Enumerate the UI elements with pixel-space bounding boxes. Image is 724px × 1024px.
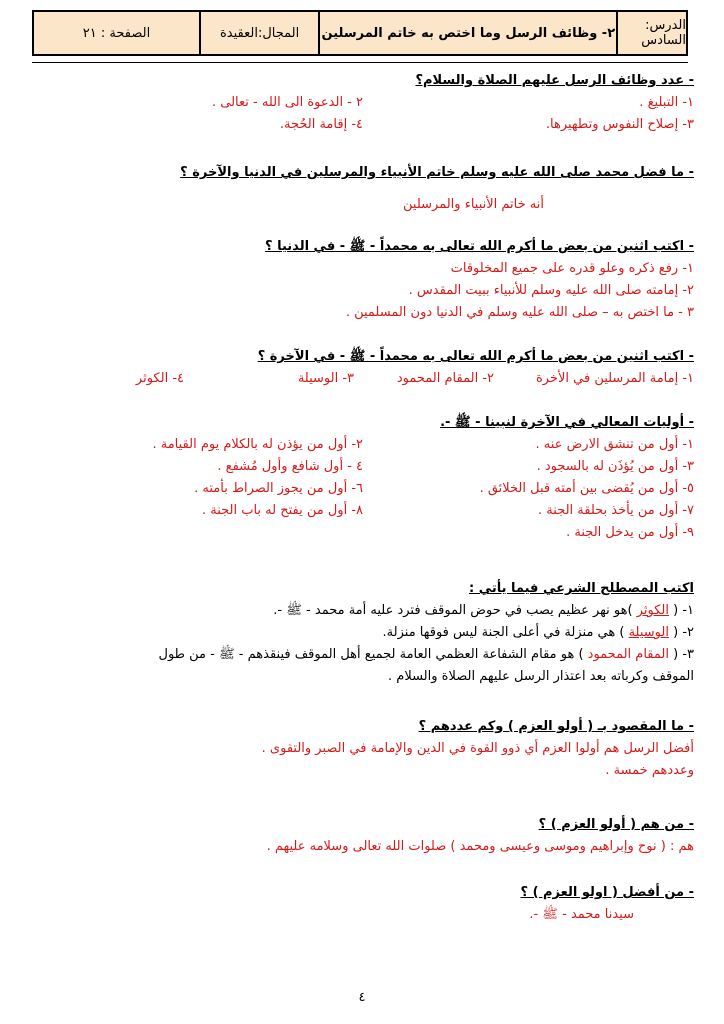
question-honors-world: - اكتب اثنين من بعض ما أكرم الله تعالى به محمداً - ﷺ - في الدنيا ؟: [265, 239, 694, 254]
section-ulul-azm-best: [32, 882, 694, 926]
question-terms: اكتب المصطلح الشرعي فيما يأتي :: [468, 581, 694, 596]
answer-item: ٩- أول من يدخل الجنة .: [566, 525, 694, 540]
term-item: [32, 600, 694, 622]
answer-item: هم : ( نوح وإبراهيم وموسى وعيسى ومحمد ) صلوات الله تعالى وسلامه عليهم .: [266, 839, 694, 854]
section-ulul-azm-meaning: [32, 716, 694, 782]
term-definition: ) هو مقام الشفاعة العظمي العامة لجميع أهل الموقف فينقذهم - ﷺ - من طول: [158, 647, 584, 662]
question-ulul-azm-best: - من أفضل ( اولو العزم ) ؟: [520, 885, 694, 900]
question-ulul-azm-meaning: - ما المقصود بـ ( أولو العزم ) وكم عددهم ؟: [418, 719, 694, 734]
answer-item: ٣ - ما اختص به – صلى الله عليه وسلم في الدنيا دون المسلمين .: [345, 305, 694, 320]
answer-virtue: أنه خاتم الأنبياء والمرسلين: [403, 197, 544, 212]
question-virtue: - ما فضل محمد صلى الله عليه وسلم خاتم الأنبياء والمرسلين في الدنيا والآخرة ؟: [180, 165, 694, 180]
answer-item: أفضل الرسل هم أولوا العزم أي ذوو القوة في الدين والإمامة في الصبر والتقوى .: [261, 741, 694, 756]
term-definition: )هو نهر عظيم يصب في حوض الموقف فترد عليه أمة محمد - ﷺ -.: [273, 603, 633, 618]
question-ulul-azm-who: - من هم ( أولو العزم ) ؟: [538, 817, 694, 832]
term-prefix: ٢- (: [673, 625, 694, 640]
header-rule: [32, 62, 688, 63]
answer-item: سيدنا محمد - ﷺ -.: [529, 907, 634, 922]
page-number: ٤: [358, 990, 366, 1005]
section-virtue: [32, 162, 694, 216]
section-ulul-azm-who: [32, 814, 694, 858]
section-duties: [32, 70, 694, 136]
page-cell: [34, 12, 199, 54]
answer-item: ٤- الكوثر: [135, 371, 184, 386]
title-cell: [318, 12, 616, 54]
term-item: [32, 644, 694, 666]
answer-item: ٤- إقامة الحُجة.: [279, 117, 363, 132]
lesson-title: ٢- وظائف الرسل وما اختص به خاتم المرسلين: [321, 25, 616, 41]
answer-item: ٧- أول من يأخذ بحلقة الجنة .: [538, 503, 694, 518]
term-definition-cont: الموقف وكرباته بعد اعتذار الرسل عليهم الصلاة والسلام .: [388, 669, 694, 684]
answer-item: ١- التبليغ .: [639, 95, 694, 110]
lesson-label: الدرس: السادس: [641, 18, 686, 48]
term-answer: المقام المحمود: [587, 647, 669, 662]
term-prefix: ١- (: [673, 603, 694, 618]
answer-item: ٣- أول من يُؤذَن له بالسجود .: [536, 459, 694, 474]
answer-item: ١- رفع ذكره وعلو قدره على جميع المخلوقات: [450, 261, 694, 276]
answer-item: ٣- إصلاح النفوس وتطهيرها.: [545, 117, 694, 132]
section-honors-hereafter: [32, 346, 694, 390]
section-firsts: [32, 412, 694, 544]
answer-item: ٤ - أول شافع وأول مُشفع .: [217, 459, 363, 474]
section-terms: [32, 578, 694, 688]
question-duties: - عدد وظائف الرسل عليهم الصلاة والسلام؟: [415, 73, 694, 88]
answer-item: ٣- الوسيلة: [297, 371, 354, 386]
question-firsts: - أوليات المعالي في الآخرة لنبينا - ﷺ -.: [440, 415, 694, 430]
answer-item: ١- إمامة المرسلين في الأخرة: [535, 371, 694, 386]
answer-item: ٢ - الدعوة الى الله - تعالى .: [211, 95, 363, 110]
answer-item: ٨- أول من يفتح له باب الجنة .: [201, 503, 363, 518]
field-cell: [199, 12, 318, 54]
lesson-cell: [616, 12, 686, 54]
answer-item: ٢- أول من يؤذن له بالكلام يوم القيامة .: [152, 437, 363, 452]
answer-item: وعددهم خمسة .: [605, 763, 694, 778]
lesson-header: [32, 10, 688, 56]
section-honors-world: [32, 236, 694, 324]
question-honors-hereafter: - اكتب اثنين من بعض ما أكرم الله تعالى به محمداً - ﷺ - في الآخرة ؟: [257, 349, 694, 364]
term-prefix: ٣- (: [673, 647, 694, 662]
answer-item: ٢- المقام المحمود: [396, 371, 494, 386]
answer-item: ١- أول من تنشق الارض عنه .: [535, 437, 694, 452]
page-label: الصفحة : ٢١: [82, 25, 151, 41]
term-item: [32, 622, 694, 644]
field-label: المجال:العقيدة: [219, 25, 300, 41]
term-answer: الوسيلة: [628, 625, 669, 640]
term-definition: ) هي منزلة في أعلى الجنة ليس فوقها منزلة.: [382, 625, 625, 640]
answer-item: ٢- إمامته صلى الله عليه وسلم للأنبياء ببيت المقدس .: [408, 283, 694, 298]
answer-item: ٦- أول من يجوز الصراط بأمته .: [194, 481, 363, 496]
answer-item: ٥- أول من يُقضى بين أمته قبل الخلائق .: [479, 481, 694, 496]
term-answer: الكوثر: [636, 603, 669, 618]
